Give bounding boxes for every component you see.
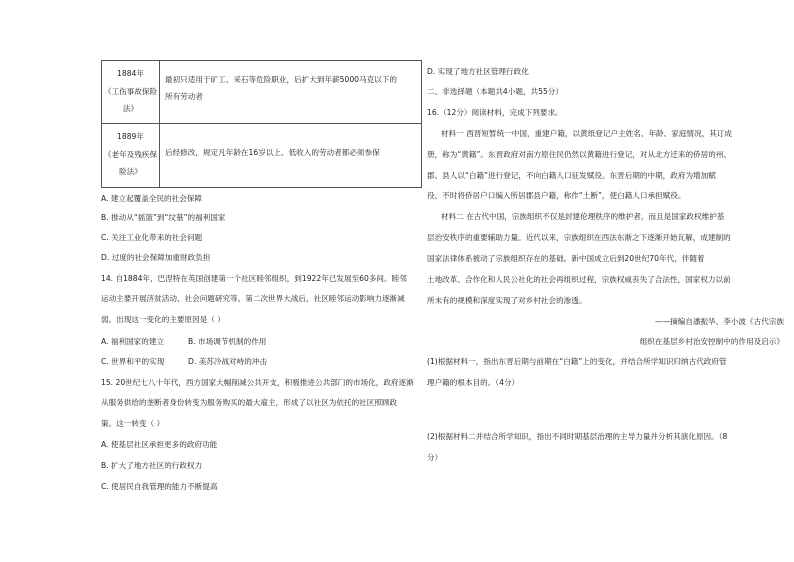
material-2-line: 所未有的规模和深度实现了对乡村社会的渗透。 <box>427 296 587 305</box>
q14-option-b: B. 市场调节机制的作用 <box>188 337 267 346</box>
q13-option-d: D. 过度的社会保障加重财政负担 <box>101 253 211 262</box>
section-title: 二、非选择题（本题共4小题，共55分） <box>427 87 563 96</box>
task-2-line: (2)根据材料二并结合所学知识，指出不同时期基层治理的主导力量并分析其演化原因。（8 <box>427 432 728 441</box>
q15-stem-line: 15. 20世纪七八十年代，西方国家大幅削减公共开支，积极推进公共部门的市场化，政府逐渐 <box>101 378 414 387</box>
q13-option-a: A. 建立起覆盖全民的社会保障 <box>101 194 203 203</box>
table-cell-law-1 <box>102 68 159 115</box>
table-cell-law-2 <box>102 131 159 178</box>
q15-option-c: C. 使居民自我管理的能力不断提高 <box>101 482 218 491</box>
material-1-line: 册，称为“黄籍”。东晋政府对南方原住民仍然以黄籍进行登记，对从北方迁来的侨居的州、 <box>427 150 732 159</box>
q14-option-c: C. 世界和平的实现 <box>101 357 165 366</box>
source-line: ——摘编自潘振华、李小波《古代宗族 <box>654 317 784 326</box>
material-2-line: 层治安秩序的重要辅助力量。近代以来，宗族组织在西法东渐之下逐渐开始瓦解，成建制的 <box>427 233 731 242</box>
q16-intro: 16.（12分）阅读材料，完成下列要求。 <box>427 108 563 117</box>
law-name: 《老年及残疾保 <box>103 149 158 159</box>
task-2-line: 分） <box>427 453 443 462</box>
q14-option-a: A. 福利国家的建立 <box>101 337 165 346</box>
source-line: 组织在基层乡村治安控制中的作用及启示》 <box>639 337 784 346</box>
material-1-line: 郡、县人以“白籍”进行登记，不向白籍人口征发赋役。东晋后期的中期，政府为增加赋 <box>427 171 716 180</box>
material-2-line: 土地改革、合作化和人民公社化的社会再组织过程，宗族权威丧失了合法性，国家权力以前 <box>427 275 731 284</box>
q13-option-c: C. 关注工业化带来的社会问题 <box>101 233 203 242</box>
content-line: 所有劳动者 <box>165 92 203 101</box>
law-name: 《工伤事故保险 <box>103 86 158 96</box>
q15-option-b: B. 扩大了地方社区的行政权力 <box>101 461 203 470</box>
task-1-line: 理户籍的根本目的。（4分） <box>427 378 520 387</box>
table-row-divider <box>102 123 421 124</box>
table-column-divider <box>159 61 160 187</box>
law-year: 1889年 <box>117 132 144 141</box>
q15-stem-line: 从服务供给的垄断者身份转变为服务购买的最大雇主，形成了以社区为依托的社区照顾政 <box>101 398 398 407</box>
q14-stem-line: 14. 自1884年，巴涅特在英国创建第一个社区睦邻组织，到1922年已发展至60多间。睦邻 <box>101 274 407 283</box>
law-name-end: 险法》 <box>119 167 142 176</box>
material-1-line: 役，不时将侨居户口编入所居郡县户籍，称作“土断”，使白籍人口承担赋役。 <box>427 191 686 200</box>
material-1-line: 材料一 西晋短暂统一中国，重建户籍，以黄纸登记户主姓名、年龄、家庭情况，其订成 <box>441 129 732 138</box>
table-cell-content-2 <box>165 147 420 158</box>
law-year: 1884年 <box>117 69 144 78</box>
content-line: 后经修改，规定凡年龄在16岁以上、低收入的劳动者都必须参保 <box>165 148 380 157</box>
content-line: 最初只适用于矿工、采石等危险职业，后扩大到年薪5000马克以下的 <box>165 75 397 84</box>
q15-option-a: A. 使基层社区承担更多的政府功能 <box>101 440 218 449</box>
material-2-line: 国家法律体系被动了宗族组织存在的基础。新中国成立后到20世纪70年代，伴随着 <box>427 254 705 263</box>
q15-stem-line: 策。这一转变（ ） <box>101 419 165 428</box>
q14-option-d: D. 美苏冷战对峙的冲击 <box>188 357 268 366</box>
q14-stem-line: 运动主要开展济贫活动、社会问题研究等。第二次世界大战后，社区睦邻运动影响力逐渐减 <box>101 294 405 303</box>
law-name-end: 法》 <box>122 104 139 113</box>
material-2-line: 材料二 在古代中国，宗族组织不仅是封建伦理秩序的维护者，而且是国家政权维护基 <box>441 212 725 221</box>
task-1-line: (1)根据材料一，指出东晋后期与前期在“白籍”上的变化，并结合所学知识归纳古代政府管 <box>427 357 727 366</box>
table-cell-content-1 <box>165 74 420 102</box>
q14-stem-line: 弱。出现这一变化的主要原因是（ ） <box>101 315 225 324</box>
policy-table <box>101 60 422 188</box>
q13-option-b: B. 推动从“摇篮”到“坟墓”的福利国家 <box>101 213 226 222</box>
q15-option-d: D. 实现了地方社区管理行政化 <box>427 67 529 76</box>
